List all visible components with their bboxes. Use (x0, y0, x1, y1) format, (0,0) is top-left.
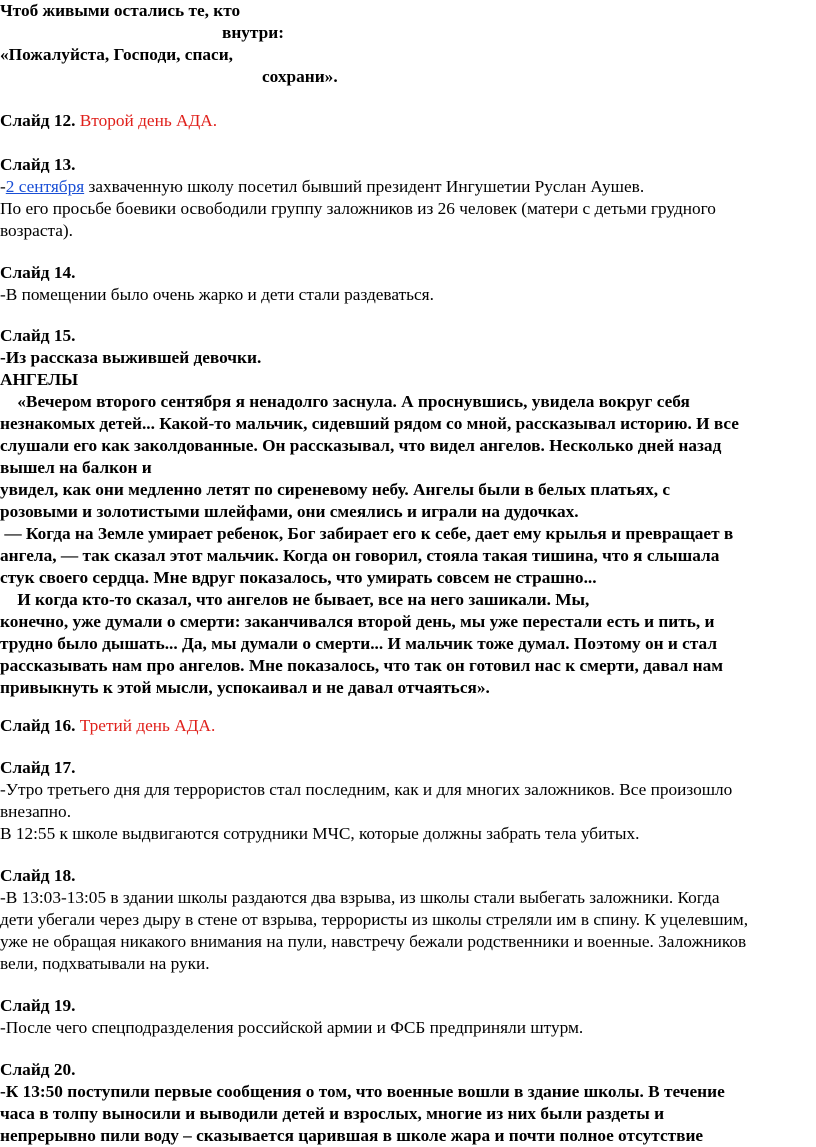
slide-16-title: Третий день АДА. (79, 716, 216, 735)
story-line: слушали его как заколдованные. Он рассказывал, что видел ангелов. Несколько дней назад (0, 436, 722, 455)
slide-17-label: Слайд 17. (0, 758, 76, 777)
slide-17-text-1: -Утро третьего дня для террористов стал последним, как и для многих заложников. Все произошло (0, 780, 733, 799)
slide-13-text-2: По его просьбе боевики освободили группу заложников из 26 человек (матери с детьми грудного (0, 199, 716, 218)
story-line: рассказывать нам про ангелов. Мне показалось, что так он готовил нас к смерти, давал нам (0, 656, 723, 675)
slide-12 (0, 110, 217, 132)
slide-16-label: Слайд 16. (0, 716, 76, 735)
story-line: конечно, уже думали о смерти: заканчивался второй день, мы уже перестали есть и пить, и (0, 612, 715, 631)
poem-line-3: «Пожалуйста, Господи, спаси, (0, 45, 234, 64)
date-link[interactable]: 2 сентября (5, 177, 85, 196)
story-line: увидел, как они медленно летят по сиреневому небу. Ангелы были в белых платьях, с (0, 480, 671, 499)
story-line: ангела, — так сказал этот мальчик. Когда он говорил, стояла такая тишина, что я слышала (0, 546, 720, 565)
story-line: незнакомых детей... Какой-то мальчик, сидевший рядом со мной, рассказывал историю. И все (0, 414, 739, 433)
slide-12-title: Второй день АДА. (79, 111, 218, 130)
slide-17-text-3: В 12:55 к школе выдвигаются сотрудники МЧС, которые должны забрать тела убитых. (0, 824, 640, 843)
slide-15-label: Слайд 15. (0, 326, 76, 345)
slide-13-text-1-rest: захваченную школу посетил бывший президент Ингушетии Руслан Аушев. (84, 177, 645, 196)
story-line: «Вечером второго сентября я ненадолго заснула. А проснувшись, увидела вокруг себя (0, 392, 690, 411)
slide-19-label: Слайд 19. (0, 996, 76, 1015)
slide-15-heading: АНГЕЛЫ (0, 370, 79, 389)
story-line: привыкнуть к этой мысли, успокаивал и не давал отчаяться». (0, 678, 490, 697)
story-line: трудно было дышать... Да, мы думали о смерти... И мальчик тоже думал. Поэтому он и стал (0, 634, 718, 653)
slide-13-text-1 (0, 176, 644, 198)
slide-20-text-3: непрерывно пили воду – сказывается царившая в школе жара и почти полное отсутствие (0, 1126, 704, 1145)
slide-20-text-2: часа в толпу выносили и выводили детей и взрослых, многие из них были раздеты и (0, 1104, 665, 1123)
slide-12-label: Слайд 12. (0, 111, 76, 130)
slide-18-text-4: вели, подхватывали на руки. (0, 954, 210, 973)
story-line: стук своего сердца. Мне вдруг показалось, что умирать совсем не страшно... (0, 568, 597, 587)
story-line: розовыми и золотистыми шлейфами, они смеялись и играли на дудочках. (0, 502, 579, 521)
story-line: И когда кто-то сказал, что ангелов не бывает, все на него зашикали. Мы, (0, 590, 590, 609)
story-line: вышел на балкон и (0, 458, 152, 477)
slide-15-sub: -Из рассказа выжившей девочки. (0, 348, 262, 367)
poem-line-2: внутри: (222, 23, 284, 42)
slide-14-label: Слайд 14. (0, 263, 76, 282)
slide-20-text-1: -К 13:50 поступили первые сообщения о том, что военные вошли в здание школы. В течение (0, 1082, 725, 1101)
slide-13-text-3: возраста). (0, 221, 73, 240)
slide-19-text-1: -После чего спецподразделения российской армии и ФСБ предприняли штурм. (0, 1018, 584, 1037)
poem-line-1: Чтоб живыми остались те, кто (0, 1, 241, 20)
slide-18-text-2: дети убегали через дыру в стене от взрыва, террористы из школы стреляли им в спину. К уцелевшим, (0, 910, 749, 929)
slide-18-label: Слайд 18. (0, 866, 76, 885)
poem-line-4: сохрани». (262, 67, 338, 86)
slide-18-text-1: -В 13:03-13:05 в здании школы раздаются два взрыва, из школы стали выбегать заложники. Когда (0, 888, 720, 907)
slide-16 (0, 715, 215, 737)
slide-14-text-1: -В помещении было очень жарко и дети стали раздеваться. (0, 285, 434, 304)
slide-18-text-3: уже не обращая никакого внимания на пули, навстречу бежали родственники и военные. Заложников (0, 932, 747, 951)
slide-20-label: Слайд 20. (0, 1060, 76, 1079)
slide-13-label: Слайд 13. (0, 155, 76, 174)
slide-17-text-2: внезапно. (0, 802, 72, 821)
slide-13-dash: - (0, 177, 6, 196)
story-line: — Когда на Земле умирает ребенок, Бог забирает его к себе, дает ему крылья и превращает в (0, 524, 734, 543)
